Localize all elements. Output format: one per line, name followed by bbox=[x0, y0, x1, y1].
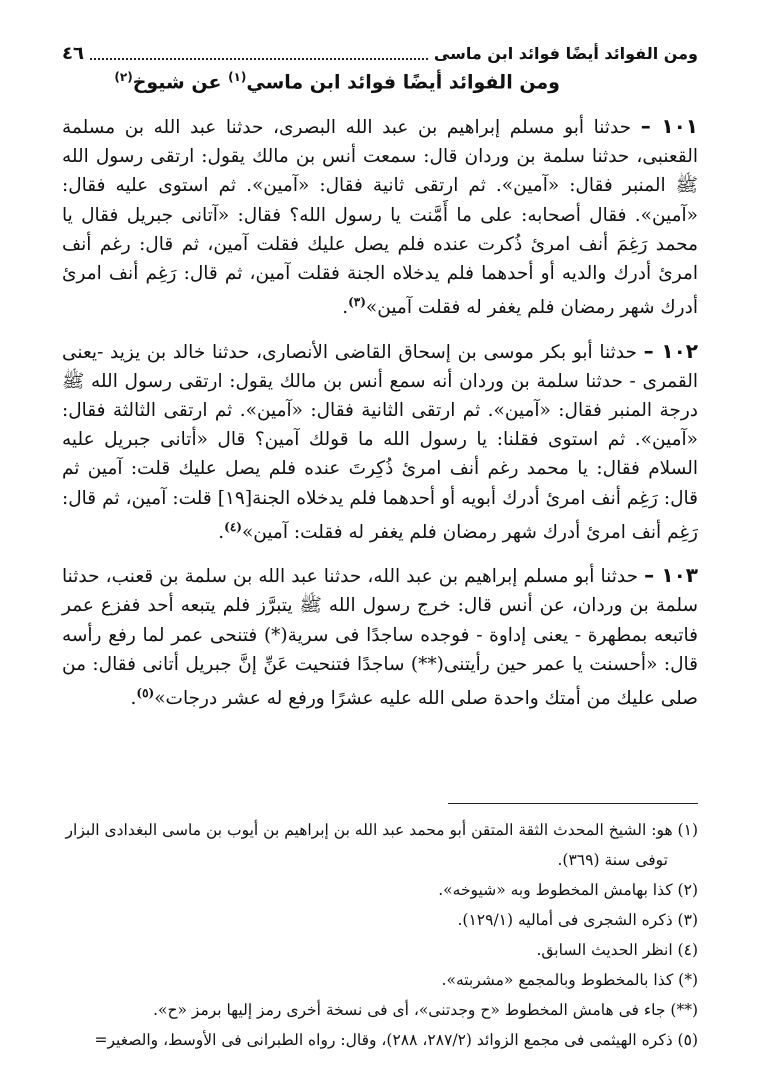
hadith-text: حدثنا أبو مسلم إبراهيم بن عبد الله البصرى، حدثنا عبد الله بن مسلمة القعنبى، حدثنا سلمة بن وردان قال: سمعت أنس بن مالك يقول: ارتقى رسول الله ﷺ المنبر فقال: «آمين». ثم ارتقى ثانية فقال: «آمين». ثم استوى عليه فقال: «آمين». فقال أصحابه: على ما أَمَّنت يا رسول الله؟ فقال: «آتانى جبريل فقال يا محمد رَغِمَ أنف امرئ ذُكرت عنده فلم يصل عليك فقلت آمين، ثم قال: رغم أنف امرئ أدرك والديه أو أحدهما فلم يدخلاه الجنة فقلت آمين، ثم قال: رَغِم أنف امرئ أدرك شهر رمضان فلم يغفر له فقلت آمين» bbox=[62, 117, 698, 319]
footnote-ref: (٣) bbox=[348, 295, 366, 310]
footnote-divider bbox=[448, 803, 698, 804]
footnote-ref: (١) bbox=[228, 70, 247, 84]
hadith-number: ١٠٣ – bbox=[644, 563, 698, 588]
footnote: (*) كذا بالمخطوط وبالمجمع «مشربته». bbox=[441, 971, 698, 989]
page-number: ٤٦ bbox=[62, 42, 84, 64]
footnote-ref: (٤) bbox=[224, 519, 242, 534]
footnote-continuation: توفى سنة (٣٦٩). bbox=[557, 851, 668, 869]
footnote: (٥) ذكره الهيثمى فى مجمع الزوائد (٢٨٧/٢، ٢٨٨)، وقال: رواه الطبرانى فى الأوسط، والصغير= bbox=[94, 1031, 698, 1049]
section-title-text: ومن الفوائد أيضًا فوائد ابن ماسي bbox=[246, 71, 560, 94]
footnote-ref: (٢) bbox=[114, 70, 133, 84]
footnote: (١) هو: الشيخ المحدث الثقة المتقن أبو محمد عبد الله بن إبراهيم بن أيوب بن ماسى البغدادى البزار bbox=[65, 821, 698, 839]
footnote: (٤) انظر الحديث السابق. bbox=[536, 941, 698, 959]
footnote: (٢) كذا بهامش المخطوط وبه «شيوخه». bbox=[438, 881, 698, 899]
section-title-tail: عن شيوخ bbox=[132, 71, 222, 94]
footnotes bbox=[62, 815, 698, 1055]
hadith-paragraph: ١٠٣ – حدثنا أبو مسلم إبراهيم بن عبد الله، حدثنا عبد الله بن سلمة بن قعنب، حدثنا سلمة بن وردان، عن أنس قال: خرج رسول الله ﷺ يتبرَّز فلم يتبعه أحد ففزع عمر فاتبعه بمطهرة - يعنى إداوة - فوجده ساجدًا فى سرية(*) فتنحى عمر لما رفع رأسه قال: «أحسنت يا عمر حين رأيتنى(**) ساجدًا فتنحيت عَنِّ إنَّ جبريل أتانى فقال: من صلى عليك من أمتك واحدة صلى الله عليه عشرًا ورفع له عشر درجات»$^{(٥)}$. bbox=[62, 563, 698, 710]
hadith-text: حدثنا أبو بكر موسى بن إسحاق القاضى الأنصارى، حدثنا خالد بن يزيد -يعنى القمرى - حدثنا سلمة بن وردان أنه سمع أنس بن مالك يقول: ارتقى رسول الله ﷺ درجة المنبر فقال: «آمين». ثم ارتقى الثانية فقال: «آمين». ثم ارتقى الثالثة فقال: «آمين». ثم استوى فقلنا: يا رسول الله ما قولك آمين؟ قال «أتانى جبريل عليه السلام فقال: يا محمد رغم أنف امرئ ذُكِرتَ عنده فلم يصل عليك قلت: آمين ثم قال: رَغِم أنف امرئ أدرك أبويه أو أحدهما فلم يدخلاه الجنة[١٩] قلت: آمين، ثم قال: رَغِم أنف امرئ أدرك شهر رمضان فلم يغفر له فقلت: آمين» bbox=[62, 341, 698, 543]
hadith-text: حدثنا أبو مسلم إبراهيم بن عبد الله، حدثنا عبد الله بن سلمة بن قعنب، حدثنا سلمة بن وردان، عن أنس قال: خرج رسول الله ﷺ يتبرَّز فلم يتبعه أحد ففزع عمر فاتبعه بمطهرة - يعنى إداوة - فوجده ساجدًا فى سرية(*) فتنحى عمر لما رفع رأسه قال: «أحسنت يا عمر حين رأيتنى(**) ساجدًا فتنحيت عَنِّ إنَّ جبريل أتانى فقال: من صلى عليك من أمتك واحدة صلى الله عليه عشرًا ورفع له عشر درجات» bbox=[62, 566, 698, 710]
hadith-paragraph: ١٠٢ – حدثنا أبو بكر موسى بن إسحاق القاضى الأنصارى، حدثنا خالد بن يزيد -يعنى القمرى - حدثنا سلمة بن وردان أنه سمع أنس بن مالك يقول: ارتقى رسول الله ﷺ درجة المنبر فقال: «آمين». ثم ارتقى الثانية فقال: «آمين». ثم ارتقى الثالثة فقال: «آمين». ثم استوى فقلنا: يا رسول الله ما قولك آمين؟ قال «أتانى جبريل عليه السلام فقال: يا محمد رغم أنف امرئ ذُكِرتَ عنده فلم يصل عليك قلت: آمين ثم قال: رَغِم أنف امرئ أدرك أبويه أو أحدهما فلم يدخلاه الجنة[١٩] قلت: آمين، ثم قال: رَغِم أنف امرئ أدرك شهر رمضان فلم يغفر له فقلت: آمين»$^{(٤)}$. bbox=[62, 338, 698, 543]
footnote: (٣) ذكره الشجرى فى أماليه (١٢٩/١). bbox=[457, 911, 698, 929]
hadith-number: ١٠٢ – bbox=[643, 338, 698, 363]
section-title bbox=[114, 70, 560, 94]
footnote: (**) جاء فى هامش المخطوط «ح وجدتنى»، أى فى نسخة أخرى رمز إليها برمز «ح». bbox=[153, 1001, 698, 1019]
hadith-number: ١٠١ – bbox=[640, 114, 698, 138]
running-title: ومن الفوائد أيضًا فوائد ابن ماسى bbox=[433, 43, 698, 63]
footnote-ref: (٥) bbox=[136, 685, 155, 700]
running-header bbox=[62, 40, 698, 66]
body-text bbox=[62, 112, 698, 727]
hadith-paragraph: ١٠١ – حدثنا أبو مسلم إبراهيم بن عبد الله البصرى، حدثنا عبد الله بن مسلمة القعنبى، حدثنا سلمة بن وردان قال: سمعت أنس بن مالك يقول: ارتقى رسول الله ﷺ المنبر فقال: «آمين». ثم ارتقى ثانية فقال: «آمين». ثم استوى عليه فقال: «آمين». فقال أصحابه: على ما أَمَّنت يا رسول الله؟ فقال: «آتانى جبريل فقال يا محمد رَغِمَ أنف امرئ ذُكرت عنده فلم يصل عليك فقلت آمين، ثم قال: رغم أنف امرئ أدرك والديه أو أحدهما فلم يدخلاه الجنة فقلت آمين، ثم قال: رَغِم أنف امرئ أدرك شهر رمضان فلم يغفر له فقلت آمين»$^{(٣)}$. bbox=[62, 114, 698, 319]
dot-leader bbox=[90, 46, 428, 60]
